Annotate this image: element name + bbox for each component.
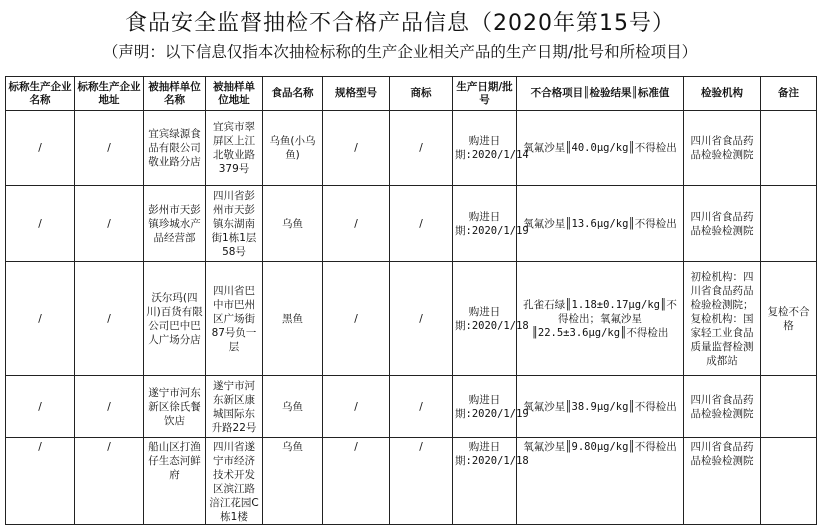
header-sampled-name: 被抽样单位名称: [144, 77, 206, 111]
note-cell: [761, 438, 817, 525]
spec-cell: /: [323, 438, 390, 525]
mfr-name-cell: /: [6, 111, 75, 186]
table-row: [6, 111, 817, 186]
sampled-addr-cell: 宜宾市翠屏区上江北敬业路379号: [206, 111, 263, 186]
mfr-name-cell: /: [6, 376, 75, 438]
item-cell: 孔雀石绿║1.18±0.17μg/kg║不得检出；氧氟沙星║22.5±3.6μg/kg║不得检出: [517, 262, 684, 376]
date-cell: 购进日期:2020/1/18: [453, 262, 517, 376]
header-food-name: 食品名称: [263, 77, 323, 111]
agency-cell: 四川省食品药品检验检测院: [684, 376, 761, 438]
header-agency: 检验机构: [684, 77, 761, 111]
brand-cell: /: [390, 262, 453, 376]
sampled-name-cell: 船山区打渔仔生态河鲜府: [144, 438, 206, 525]
agency-cell: 初检机构：四川省食品药品检验检测院；复检机构：国家轻工业食品质量监督检测成都站: [684, 262, 761, 376]
header-mfr-name: 标称生产企业名称: [6, 77, 75, 111]
note-cell: [761, 111, 817, 186]
page-subtitle: （声明：以下信息仅指本次抽检标称的生产企业相关产品的生产日期/批号和所检项目）: [102, 43, 698, 61]
spec-cell: /: [323, 376, 390, 438]
food-name-cell: 乌鱼: [263, 186, 323, 262]
table-row: [6, 186, 817, 262]
food-name-cell: 黑鱼: [263, 262, 323, 376]
item-cell: 氧氟沙星║38.9μg/kg║不得检出: [517, 376, 684, 438]
mfr-name-cell: /: [6, 262, 75, 376]
item-cell: 氧氟沙星║40.0μg/kg║不得检出: [517, 111, 684, 186]
food-name-cell: 乌鱼(小乌鱼): [263, 111, 323, 186]
mfr-addr-cell: /: [75, 111, 144, 186]
header-brand: 商标: [390, 77, 453, 111]
sampled-name-cell: 彭州市天彭镇珍城水产品经营部: [144, 186, 206, 262]
sampled-name-cell: 宜宾绿源食品有限公司敬业路分店: [144, 111, 206, 186]
header-sampled-addr: 被抽样单位地址: [206, 77, 263, 111]
note-cell: [761, 376, 817, 438]
mfr-addr-cell: /: [75, 438, 144, 525]
item-cell: 氧氟沙星║13.6μg/kg║不得检出: [517, 186, 684, 262]
header-mfr-addr: 标称生产企业地址: [75, 77, 144, 111]
table-row: [6, 438, 817, 525]
sampled-name-cell: 沃尔玛(四川)百货有限公司巴中巴人广场分店: [144, 262, 206, 376]
header-note: 备注: [761, 77, 817, 111]
agency-cell: 四川省食品药品检验检测院: [684, 111, 761, 186]
date-cell: 购进日期:2020/1/19: [453, 186, 517, 262]
food-name-cell: 乌鱼: [263, 376, 323, 438]
header-row: [6, 77, 817, 111]
inspection-table: [5, 76, 817, 525]
agency-cell: 四川省食品药品检验检测院: [684, 438, 761, 525]
date-cell: 购进日期:2020/1/14: [453, 111, 517, 186]
agency-cell: 四川省食品药品检验检测院: [684, 186, 761, 262]
table-row: [6, 376, 817, 438]
note-cell: 复检不合格: [761, 262, 817, 376]
sampled-name-cell: 遂宁市河东新区徐氏餐饮店: [144, 376, 206, 438]
mfr-addr-cell: /: [75, 262, 144, 376]
date-cell: 购进日期:2020/1/18: [453, 438, 517, 525]
sampled-addr-cell: 四川省彭州市天彭镇东湖南街1栋1层58号: [206, 186, 263, 262]
mfr-name-cell: /: [6, 186, 75, 262]
header-date: 生产日期/批号: [453, 77, 517, 111]
brand-cell: /: [390, 111, 453, 186]
spec-cell: /: [323, 186, 390, 262]
header-spec: 规格型号: [323, 77, 390, 111]
spec-cell: /: [323, 262, 390, 376]
page-title: 食品安全监督抽检不合格产品信息（2020年第15号）: [125, 11, 675, 36]
sampled-addr-cell: 遂宁市河东新区康城国际东升路22号: [206, 376, 263, 438]
item-cell: 氧氟沙星║9.80μg/kg║不得检出: [517, 438, 684, 525]
mfr-addr-cell: /: [75, 376, 144, 438]
sampled-addr-cell: 四川省遂宁市经济技术开发区滨江路涪江花园C栋1楼: [206, 438, 263, 525]
mfr-name-cell: /: [6, 438, 75, 525]
food-name-cell: 乌鱼: [263, 438, 323, 525]
brand-cell: /: [390, 186, 453, 262]
header-item: 不合格项目║检验结果║标准值: [517, 77, 684, 111]
sampled-addr-cell: 四川省巴中市巴州区广场街87号负一层: [206, 262, 263, 376]
brand-cell: /: [390, 438, 453, 525]
note-cell: [761, 186, 817, 262]
date-cell: 购进日期:2020/1/19: [453, 376, 517, 438]
table-row: [6, 262, 817, 376]
spec-cell: /: [323, 111, 390, 186]
brand-cell: /: [390, 376, 453, 438]
mfr-addr-cell: /: [75, 186, 144, 262]
